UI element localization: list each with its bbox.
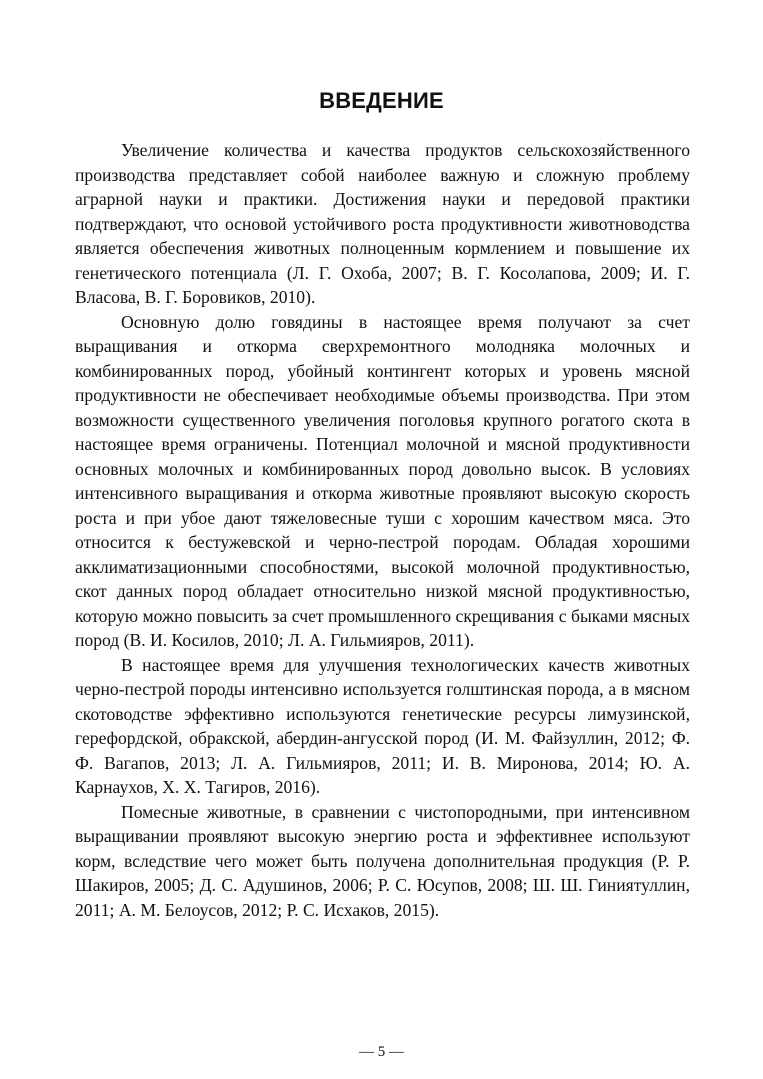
paragraph-4: Помесные животные, в сравнении с чистопородными, при интенсивном выращивании проявляют высокую энергию роста и эффективнее используют корм, вследствие чего может быть получена дополнительная продукция (Р. Р. Шакиров, 2005; Д. С. Адушинов, 2006; Р. С. Юсупов, 2008; Ш. Ш. Гиниятуллин, 2011; А. М. Белоусов, 2012; Р. С. Исхаков, 2015). [75, 801, 690, 920]
page-title: ВВЕДЕНИЕ [319, 88, 444, 113]
paragraph-2: Основную долю говядины в настоящее время получают за счет выращивания и откорма сверхремонтного молодняка молочных и комбинированных пород, убойный контингент которых и уровень мясной продуктивности не обеспечивает необходимые объемы производства. При этом возможности существенного увеличения поголовья крупного рогатого скота в настоящее время ограничены. Потенциал молочной и мясной продуктивности основных молочных и комбинированных пород довольно высок. В условиях интенсивного выращивания и откорма животные проявляют высокую скорость роста и при убое дают тяжеловесные туши с хорошим качеством мяса. Это относится к бестужевской и черно-пестрой породам. Обладая хорошими акклиматизационными способностями, высокой молочной продуктивностью, скот данных пород обладает относительно низкой мясной продуктивностью, которую можно повысить за счет промышленного скрещивания с быками мясных пород (В. И. Косилов, 2010; Л. А. Гильмияров, 2011). [75, 311, 690, 650]
paragraph-3: В настоящее время для улучшения технологических качеств животных черно-пестрой породы интенсивно используется голштинская порода, а в мясном скотоводстве эффективно используются генетические ресурсы лимузинской, герефордской, обракской, абердин-ангусской пород (И. М. Файзуллин, 2012; Ф. Ф. Вагапов, 2013; Л. А. Гильмияров, 2011; И. В. Миронова, 2014; Ю. А. Карнаухов, Х. Х. Тагиров, 2016). [75, 654, 690, 797]
page-number: — 5 — [359, 1044, 404, 1060]
body-text [75, 138, 690, 922]
paragraph-1: Увеличение количества и качества продуктов сельскохозяйственного производства представляет собой наиболее важную и сложную проблему аграрной науки и практики. Достижения науки и передовой практики подтверждают, что основой устойчивого роста продуктивности животноводства является обеспечения животных полноценным кормлением и повышение их генетического потенциала (Л. Г. Охоба, 2007; В. Г. Косолапова, 2009; И. Г. Власова, В. Г. Боровиков, 2010). [75, 140, 690, 307]
